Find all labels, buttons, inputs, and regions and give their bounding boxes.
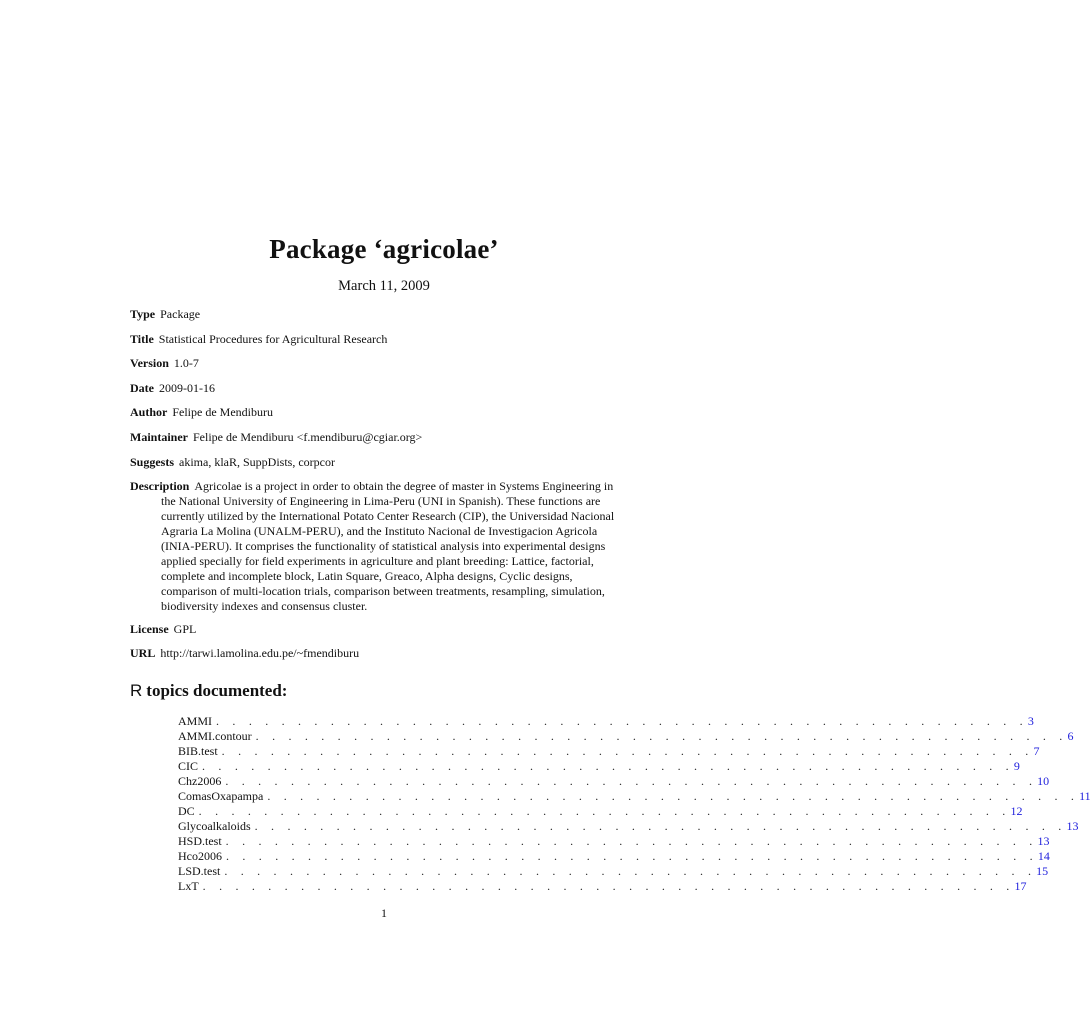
document-title: Package ‘agricolae’	[269, 234, 499, 264]
toc-entry-glycoalkaloids[interactable]	[178, 819, 1079, 834]
field-value: Statistical Procedures for Agricultural Research	[158, 332, 388, 346]
field-author	[130, 405, 650, 420]
toc-leader-dots: . . . . . . . . . . . . . . . . . . . . . . . . . . . . . . . . . . . . . . . . . . . . . . . . . .	[267, 789, 1080, 803]
topics-heading-text: topics documented:	[146, 681, 288, 700]
description-line: applied specially for field experiments in agriculture and plant breeding: Lattice, factorial,	[161, 554, 594, 568]
field-type	[130, 307, 650, 322]
toc-entry-hsd-test[interactable]	[178, 834, 1050, 849]
field-key: URL	[130, 646, 156, 660]
field-key: Title	[130, 332, 154, 346]
description-line	[130, 479, 650, 494]
toc-entry-hco2006[interactable]	[178, 849, 1050, 864]
field-key: Date	[130, 381, 154, 395]
field-value: GPL	[173, 622, 197, 636]
toc-entry-name: DC	[178, 804, 199, 819]
toc-entry-chz2006[interactable]	[178, 774, 1050, 789]
toc-page-link[interactable]: 11	[1079, 789, 1091, 803]
description-line: biodiversity indexes and consensus cluster.	[161, 599, 368, 613]
description-line: currently utilized by the International Potato Center Research (CIP), the Universidad Nacional	[161, 509, 615, 523]
toc-list	[178, 714, 1091, 894]
toc-entry-name: AMMI	[178, 714, 216, 729]
toc-entry-name: ComasOxapampa	[178, 789, 267, 804]
toc-entry-bib-test[interactable]	[178, 744, 1040, 759]
r-symbol: R	[130, 681, 143, 700]
toc-entry-name: CIC	[178, 759, 202, 774]
toc-page-link[interactable]: 12	[1010, 804, 1023, 818]
field-key: Type	[130, 307, 156, 321]
field-suggests	[130, 455, 650, 470]
toc-page-link[interactable]: 9	[1013, 759, 1020, 773]
topics-heading	[130, 681, 287, 701]
toc-entry-ammi-contour[interactable]	[178, 729, 1074, 744]
url-link[interactable]: http://tarwi.lamolina.edu.pe/~fmendiburu	[160, 646, 360, 660]
field-title	[130, 332, 650, 347]
toc-entry-name: LxT	[178, 879, 203, 894]
toc-page-link[interactable]: 17	[1014, 879, 1027, 893]
toc-leader-dots: . . . . . . . . . . . . . . . . . . . . . . . . . . . . . . . . . . . . . . . . . . . . . . . . . .	[202, 879, 1015, 893]
field-license	[130, 622, 650, 637]
toc-page-link[interactable]: 15	[1036, 864, 1049, 878]
toc-page-link[interactable]: 13	[1037, 834, 1050, 848]
field-key: Maintainer	[130, 430, 188, 444]
field-key: Version	[130, 356, 169, 370]
description-text: Agricolae is a project in order to obtain the degree of master in Systems Engineering in	[194, 479, 614, 493]
toc-entry-lxt[interactable]	[178, 879, 1027, 894]
toc-entry-cic[interactable]	[178, 759, 1020, 774]
toc-page-link[interactable]: 14	[1037, 849, 1050, 863]
field-maintainer	[130, 430, 650, 445]
toc-leader-dots: . . . . . . . . . . . . . . . . . . . . . . . . . . . . . . . . . . . . . . . . . . . . . . . . . .	[225, 834, 1038, 848]
toc-leader-dots: . . . . . . . . . . . . . . . . . . . . . . . . . . . . . . . . . . . . . . . . . . . . . . . . . .	[226, 849, 1038, 863]
toc-entry-dc[interactable]	[178, 804, 1023, 819]
toc-page-link[interactable]: 13	[1066, 819, 1079, 833]
toc-entry-name: BIB.test	[178, 744, 222, 759]
toc-page-link[interactable]: 6	[1067, 729, 1074, 743]
field-value: Package	[160, 307, 201, 321]
field-key: License	[130, 622, 169, 636]
toc-entry-name: Hco2006	[178, 849, 226, 864]
document-date: March 11, 2009	[338, 278, 430, 294]
toc-entry-lsd-test[interactable]	[178, 864, 1049, 879]
field-value: 2009-01-16	[159, 381, 215, 395]
field-key: Description	[130, 479, 190, 493]
field-value: Felipe de Mendiburu <f.mendiburu@cgiar.org>	[193, 430, 423, 444]
toc-page-link[interactable]: 10	[1037, 774, 1050, 788]
toc-leader-dots: . . . . . . . . . . . . . . . . . . . . . . . . . . . . . . . . . . . . . . . . . . . . . . . . . .	[216, 714, 1028, 728]
field-version	[130, 356, 650, 371]
toc-entry-name: Glycoalkaloids	[178, 819, 255, 834]
field-value: Felipe de Mendiburu	[172, 405, 273, 419]
toc-leader-dots: . . . . . . . . . . . . . . . . . . . . . . . . . . . . . . . . . . . . . . . . . . . . . . . . . .	[224, 864, 1037, 878]
page-number: 1	[381, 906, 387, 920]
field-value: 1.0-7	[173, 356, 199, 370]
description-line: comparison of multi-location trials, comparison between treatments, resampling, simulation,	[161, 584, 605, 598]
toc-entry-ammi[interactable]	[178, 714, 1034, 729]
toc-entry-name: Chz2006	[178, 774, 225, 789]
toc-entry-name: HSD.test	[178, 834, 226, 849]
toc-entry-comasoxapampa[interactable]	[178, 789, 1091, 804]
toc-page-link[interactable]: 7	[1033, 744, 1040, 758]
toc-leader-dots: . . . . . . . . . . . . . . . . . . . . . . . . . . . . . . . . . . . . . . . . . . . . . . . . . .	[254, 819, 1067, 833]
field-key: Suggests	[130, 455, 175, 469]
field-date	[130, 381, 650, 396]
toc-leader-dots: . . . . . . . . . . . . . . . . . . . . . . . . . . . . . . . . . . . . . . . . . . . . . . . . . .	[202, 759, 1014, 773]
field-value: akima, klaR, SuppDists, corpcor	[179, 455, 335, 469]
toc-leader-dots: . . . . . . . . . . . . . . . . . . . . . . . . . . . . . . . . . . . . . . . . . . . . . . . . . .	[225, 774, 1038, 788]
field-key: Author	[130, 405, 168, 419]
toc-leader-dots: . . . . . . . . . . . . . . . . . . . . . . . . . . . . . . . . . . . . . . . . . . . . . . . . . .	[255, 729, 1068, 743]
field-url	[130, 646, 650, 661]
description-line: (INIA-PERU). It comprises the functionality of statistical analysis into experimental designs	[161, 539, 606, 553]
description-line: complete and incomplete block, Latin Square, Greaco, Alpha designs, Cyclic designs,	[161, 569, 573, 583]
toc-entry-name: LSD.test	[178, 864, 224, 879]
description-line: the National University of Engineering in Lima-Peru (UNI in Spanish). These functions are	[161, 494, 601, 508]
description-line: Agraria La Molina (UNALM-PERU), and the Instituto Nacional de Investigacion Agricola	[161, 524, 598, 538]
toc-leader-dots: . . . . . . . . . . . . . . . . . . . . . . . . . . . . . . . . . . . . . . . . . . . . . . . . . .	[198, 804, 1011, 818]
toc-page-link[interactable]: 3	[1027, 714, 1034, 728]
toc-leader-dots: . . . . . . . . . . . . . . . . . . . . . . . . . . . . . . . . . . . . . . . . . . . . . . . . . .	[221, 744, 1034, 758]
toc-entry-name: AMMI.contour	[178, 729, 256, 744]
field-description	[130, 479, 650, 614]
